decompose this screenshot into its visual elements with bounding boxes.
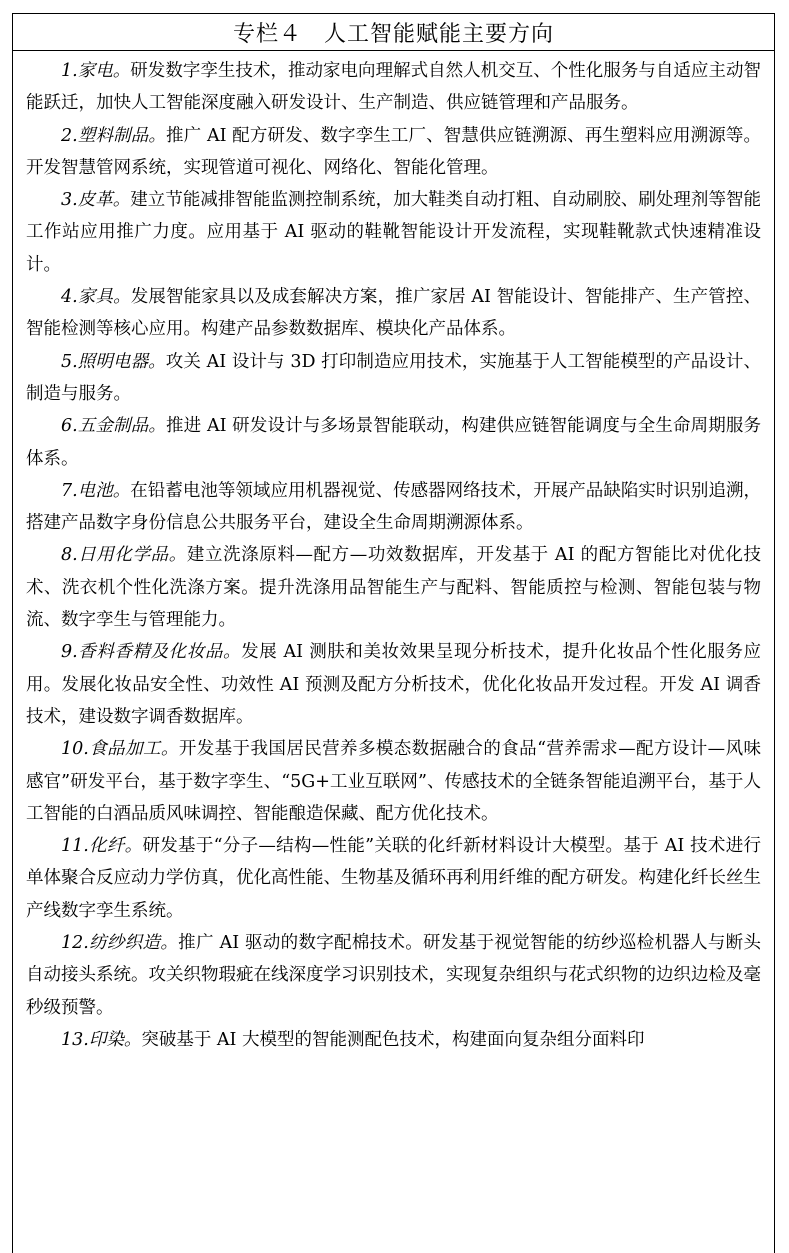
item-leather	[26, 184, 761, 281]
column-title-row	[13, 14, 774, 51]
item-cosmetics	[26, 636, 761, 733]
column-number: 专栏４	[232, 21, 302, 47]
item-heading: 6.五金制品。	[61, 416, 166, 437]
item-heading: 12.纺纱织造。	[61, 933, 179, 954]
item-text: 发展智能家具以及成套解决方案，推广家居 AI 智能设计、智能排产、生产管控、智能检测等核心应用。构建产品参数数据库、模块化产品体系。	[26, 287, 761, 340]
item-text: 发展 AI 测肤和美妆效果呈现分析技术，提升化妆品个性化服务应用。发展化妆品安全性、功效性 AI 预测及配方分析技术，优化化妆品开发过程。开发 AI 调香技术，建设数字调香数据库。	[26, 642, 761, 727]
item-battery	[26, 475, 761, 540]
item-heading: 10.食品加工。	[61, 739, 179, 760]
item-food	[26, 733, 761, 830]
item-text: 开发基于我国居民营养多模态数据融合的食品“营养需求—配方设计—风味感官”研发平台，基于数字孪生、“5G+工业互联网”、传感技术的全链条智能追溯平台，基于人工智能的白酒品质风味调控、智能酿造保藏、配方优化技术。	[26, 739, 761, 824]
item-spinning-weaving	[26, 927, 761, 1024]
item-plastics	[26, 120, 761, 185]
item-text: 研发基于“分子—结构—性能”关联的化纤新材料设计大模型。基于 AI 技术进行单体聚合反应动力学仿真，优化高性能、生物基及循环再利用纤维的配方研发。构建化纤长丝生产线数字孪生系统。	[26, 836, 761, 921]
item-heading: 2.塑料制品。	[61, 125, 166, 146]
item-text: 攻关 AI 设计与 3D 打印制造应用技术，实施基于人工智能模型的产品设计、制造与服务。	[26, 351, 762, 404]
column-heading: 人工智能赋能主要方向	[324, 21, 555, 47]
item-text: 在铅蓄电池等领域应用机器视觉、传感器网络技术，开展产品缺陷实时识别追溯，搭建产品数字身份信息公共服务平台，建设全生命周期溯源体系。	[26, 480, 761, 534]
item-heading: 3.皮革。	[61, 190, 131, 211]
item-text: 突破基于 AI 大模型的智能测配色技术，构建面向复杂组分面料印	[141, 1029, 645, 1050]
item-hardware	[26, 410, 761, 475]
item-heading: 5.照明电器。	[61, 351, 166, 372]
item-chemical-fiber	[26, 830, 761, 927]
item-heading: 4.家具。	[61, 287, 131, 308]
item-text: 建立洗涤原料—配方—功效数据库，开发基于 AI 的配方智能比对优化技术、洗衣机个性化洗涤方案。提升洗涤用品智能生产与配料、智能质控与检测、智能包装与物流、数字孪生与管理能力。	[26, 545, 761, 631]
item-text: 推广 AI 驱动的数字配棉技术。研发基于视觉智能的纺纱巡检机器人与断头自动接头系统。攻关织物瑕疵在线深度学习识别技术，实现复杂组织与花式织物的边织边检及毫秒级预警。	[26, 933, 761, 1018]
column-content	[13, 51, 774, 1056]
item-heading: 9.香料香精及化妆品。	[61, 642, 242, 663]
item-text: 推广 AI 配方研发、数字孪生工厂、智慧供应链溯源、再生塑料应用溯源等。开发智慧管网系统，实现管道可视化、网络化、智能化管理。	[26, 125, 761, 178]
column-box	[12, 13, 775, 1253]
item-heading: 1.家电。	[61, 61, 131, 81]
item-heading: 8.日用化学品。	[61, 545, 187, 566]
item-text: 研发数字孪生技术，推动家电向理解式自然人机交互、个性化服务与自适应主动智能跃迁，加快人工智能深度融入研发设计、生产制造、供应链管理和产品服务。	[26, 61, 761, 114]
item-dyeing	[26, 1024, 761, 1056]
item-lighting	[26, 346, 761, 411]
item-furniture	[26, 281, 761, 346]
item-appliances	[26, 55, 761, 120]
item-heading: 11.化纤。	[61, 836, 143, 857]
item-heading: 7.电池。	[61, 480, 131, 501]
item-text: 建立节能减排智能监测控制系统，加大鞋类自动打粗、自动刷胶、刷处理剂等智能工作站应用推广力度。应用基于 AI 驱动的鞋靴智能设计开发流程，实现鞋靴款式快速精准设计。	[26, 190, 761, 275]
item-heading: 13.印染。	[61, 1029, 142, 1050]
column-title	[233, 17, 554, 48]
item-daily-chemicals	[26, 539, 761, 636]
item-text: 推进 AI 研发设计与多场景智能联动，构建供应链智能调度与全生命周期服务体系。	[26, 416, 761, 469]
